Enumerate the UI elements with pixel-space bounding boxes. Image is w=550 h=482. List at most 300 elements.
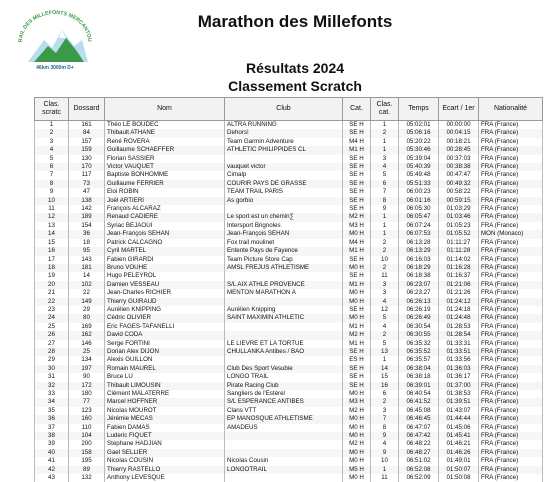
col-club-cell: Entente Pays de Fayence	[225, 247, 343, 255]
col-club-cell: Aurélien Knipping	[225, 306, 343, 314]
logo-subtext: 46km 3000m D+	[36, 65, 74, 71]
results-table	[34, 97, 543, 482]
col-bib-cell: 181	[69, 264, 105, 272]
table-row	[35, 382, 543, 390]
col-time-cell: 05:40:39	[399, 163, 439, 171]
col-gap-cell: 00:00:00	[439, 121, 479, 130]
col-nationality-cell: FRA (France)	[479, 163, 543, 171]
col-rank-cell: 35	[35, 407, 69, 415]
col-time-cell: 06:26:13	[399, 298, 439, 306]
col-rank-cell: 34	[35, 398, 69, 406]
col-category-rank-cell: 8	[371, 197, 399, 205]
col-nationality-cell: FRA (France)	[479, 398, 543, 406]
col-rank-cell: 37	[35, 424, 69, 432]
col-time-cell: 06:00:23	[399, 188, 439, 196]
col-bib-cell: 77	[69, 398, 105, 406]
col-rank-cell: 36	[35, 415, 69, 423]
col-name-cell: Thierry RASTELLO	[105, 466, 225, 474]
col-nationality-cell: FRA (France)	[479, 331, 543, 339]
col-category-rank-cell: 1	[371, 466, 399, 474]
col-bib-cell: 14	[69, 272, 105, 280]
col-club-cell: Nicolas Cousin	[225, 457, 343, 465]
col-category-rank-cell: 2	[371, 239, 399, 247]
page-title: Marathon des Millefonts	[197, 12, 393, 31]
col-nationality-cell: FRA (France)	[479, 390, 543, 398]
col-category-cell: M2 H	[343, 440, 371, 448]
col-rank-cell: 15	[35, 239, 69, 247]
col-gap-cell: 01:36:17	[439, 373, 479, 381]
col-category-rank-cell: 4	[371, 323, 399, 331]
col-club-cell: CHULLANKA Antibes / BAO	[225, 348, 343, 356]
col-category-cell: SE H	[343, 121, 371, 130]
col-club-cell: LE LIEVRE ET LA TORTUE	[225, 340, 343, 348]
col-bib-cell: 102	[69, 281, 105, 289]
col-club-cell: ATHLETIC PHILIPPIDES CL	[225, 146, 343, 154]
col-nationality-cell: FRA (France)	[479, 356, 543, 364]
col-name-cell: Renaud CADIERE	[105, 213, 225, 221]
col-name-cell: Joël ARTIERI	[105, 197, 225, 205]
col-name-cell: Damien VESSEAU	[105, 281, 225, 289]
col-club-cell: Sangliers de l'Estérel	[225, 390, 343, 398]
table-row	[35, 466, 543, 474]
col-club-cell	[225, 449, 343, 457]
col-category-cell: M0 H	[343, 432, 371, 440]
col-category-cell: M2 H	[343, 213, 371, 221]
table-row	[35, 398, 543, 406]
col-club-cell: Dehors!	[225, 129, 343, 137]
col-category-cell: SE H	[343, 348, 371, 356]
col-rank-cell: 25	[35, 323, 69, 331]
col-name-cell: Thibault LIMOUSIN	[105, 382, 225, 390]
col-time-cell: 06:05:30	[399, 205, 439, 213]
col-category-rank-cell: 16	[371, 382, 399, 390]
col-bib-cell: 132	[69, 474, 105, 482]
col-category-rank-cell: 2	[371, 264, 399, 272]
col-club-cell	[225, 432, 343, 440]
col-time-cell: 06:16:03	[399, 256, 439, 264]
col-category-cell: M0 H	[343, 457, 371, 465]
col-time-header: Temps	[399, 98, 439, 121]
col-rank-cell: 9	[35, 188, 69, 196]
col-gap-cell: 00:04:15	[439, 129, 479, 137]
col-rank-cell: 20	[35, 281, 69, 289]
col-name-cell: Cyril MARTEL	[105, 247, 225, 255]
col-bib-cell: 157	[69, 138, 105, 146]
col-club-cell	[225, 298, 343, 306]
col-time-cell: 06:40:54	[399, 390, 439, 398]
col-category-rank-cell: 1	[371, 356, 399, 364]
col-nationality-cell: FRA (France)	[479, 256, 543, 264]
col-club-cell	[225, 474, 343, 482]
col-bib-cell: 22	[69, 289, 105, 297]
table-row	[35, 129, 543, 137]
col-gap-cell: 01:45:41	[439, 432, 479, 440]
table-row	[35, 348, 543, 356]
col-club-cell: Team Picture Store Cap	[225, 256, 343, 264]
col-name-cell: Cédric OLIVIER	[105, 314, 225, 322]
col-time-cell: 06:01:16	[399, 197, 439, 205]
col-category-cell: M5 H	[343, 466, 371, 474]
table-row	[35, 272, 543, 280]
col-bib-cell: 169	[69, 323, 105, 331]
table-row	[35, 432, 543, 440]
col-rank-cell: 19	[35, 272, 69, 280]
table-row	[35, 314, 543, 322]
col-club-header: Club	[225, 98, 343, 121]
col-gap-cell: 01:11:28	[439, 247, 479, 255]
col-rank-cell: 26	[35, 331, 69, 339]
table-row	[35, 457, 543, 465]
col-rank-cell: 6	[35, 163, 69, 171]
table-row	[35, 340, 543, 348]
col-bib-cell: 104	[69, 432, 105, 440]
col-nationality-cell: FRA (France)	[479, 323, 543, 331]
col-category-cell: M0 H	[343, 314, 371, 322]
col-category-cell: SE H	[343, 163, 371, 171]
col-time-cell: 06:26:19	[399, 306, 439, 314]
col-time-cell: 06:52:08	[399, 466, 439, 474]
col-rank-header: Clas. scratc	[35, 98, 69, 121]
col-name-cell: Victor VAUQUET	[105, 163, 225, 171]
col-time-cell: 06:05:47	[399, 213, 439, 221]
col-gap-cell: 01:21:06	[439, 281, 479, 289]
col-nationality-cell: FRA (France)	[479, 188, 543, 196]
col-gap-cell: 00:38:38	[439, 163, 479, 171]
col-nationality-cell: FRA (France)	[479, 281, 543, 289]
col-bib-cell: 84	[69, 129, 105, 137]
col-nationality-cell: FRA (France)	[479, 348, 543, 356]
col-category-cell: M0 H	[343, 264, 371, 272]
col-category-cell: SE H	[343, 171, 371, 179]
col-time-cell: 06:26:49	[399, 314, 439, 322]
col-bib-cell: 200	[69, 440, 105, 448]
col-rank-cell: 2	[35, 129, 69, 137]
table-row	[35, 264, 543, 272]
col-time-cell: 06:52:09	[399, 474, 439, 482]
table-row	[35, 146, 543, 154]
col-nationality-cell: FRA (France)	[479, 340, 543, 348]
col-time-cell: 06:47:42	[399, 432, 439, 440]
col-bib-cell: 161	[69, 121, 105, 130]
col-gap-cell: 00:37:03	[439, 155, 479, 163]
col-gap-cell: 01:39:51	[439, 398, 479, 406]
col-club-cell	[225, 155, 343, 163]
col-bib-cell: 160	[69, 415, 105, 423]
col-category-rank-cell: 9	[371, 205, 399, 213]
col-category-rank-cell: 11	[371, 272, 399, 280]
col-category-cell: M1 H	[343, 323, 371, 331]
col-club-cell	[225, 323, 343, 331]
col-category-cell: M0 H	[343, 390, 371, 398]
col-category-rank-cell: 4	[371, 298, 399, 306]
col-name-cell: Fabien GIRARDI	[105, 256, 225, 264]
col-category-rank-cell: 14	[371, 365, 399, 373]
col-rank-cell: 42	[35, 466, 69, 474]
col-category-rank-cell: 11	[371, 474, 399, 482]
col-category-cell: SE H	[343, 256, 371, 264]
col-category-rank-cell: 9	[371, 449, 399, 457]
col-club-cell: Team Garmin Adventure	[225, 138, 343, 146]
col-gap-cell: 01:14:02	[439, 256, 479, 264]
col-time-cell: 05:06:16	[399, 129, 439, 137]
col-gap-cell: 01:16:28	[439, 264, 479, 272]
table-row	[35, 365, 543, 373]
col-gap-cell: 01:46:26	[439, 449, 479, 457]
results-table-body	[35, 121, 543, 482]
col-category-cell: M0 H	[343, 230, 371, 238]
col-rank-cell: 32	[35, 382, 69, 390]
col-name-cell: Nicolas COUSIN	[105, 457, 225, 465]
col-bib-cell: 95	[69, 247, 105, 255]
table-row	[35, 424, 543, 432]
col-name-cell: Hugo PELEYROL	[105, 272, 225, 280]
col-time-cell: 06:48:22	[399, 440, 439, 448]
col-category-rank-cell: 1	[371, 121, 399, 130]
col-name-cell: Alexis GUILLON	[105, 356, 225, 364]
col-time-cell: 06:39:01	[399, 382, 439, 390]
col-category-rank-cell: 3	[371, 407, 399, 415]
table-row	[35, 331, 543, 339]
col-gap-cell: 01:49:01	[439, 457, 479, 465]
col-bib-cell: 110	[69, 424, 105, 432]
col-name-cell: Thibault ATHANE	[105, 129, 225, 137]
col-category-rank-cell: 5	[371, 340, 399, 348]
col-name-cell: Jean-Charles RICHIER	[105, 289, 225, 297]
col-category-cell: M0 H	[343, 298, 371, 306]
table-row	[35, 373, 543, 381]
col-name-cell: René ROVERA	[105, 138, 225, 146]
col-name-cell: Patrick CALCAGNO	[105, 239, 225, 247]
col-time-cell: 05:20:22	[399, 138, 439, 146]
col-nationality-cell: FRA (France)	[479, 272, 543, 280]
col-time-cell: 06:30:54	[399, 323, 439, 331]
col-gap-cell: 01:33:31	[439, 340, 479, 348]
col-bib-cell: 162	[69, 331, 105, 339]
col-club-cell: ALTRA RUNNING	[225, 121, 343, 130]
col-time-cell: 06:48:27	[399, 449, 439, 457]
col-bib-cell: 154	[69, 222, 105, 230]
col-nationality-cell: FRA (France)	[479, 457, 543, 465]
col-rank-cell: 14	[35, 230, 69, 238]
col-name-cell: Gael SELLIER	[105, 449, 225, 457]
col-time-cell: 05:02:01	[399, 121, 439, 130]
col-category-cell: M0 H	[343, 415, 371, 423]
table-row	[35, 155, 543, 163]
col-time-cell: 05:39:04	[399, 155, 439, 163]
col-gap-cell: 00:58:22	[439, 188, 479, 196]
col-category-rank-cell: 1	[371, 213, 399, 221]
col-category-rank-cell: 1	[371, 146, 399, 154]
col-nationality-cell: FRA (France)	[479, 213, 543, 221]
col-club-cell	[225, 331, 343, 339]
col-category-rank-cell: 6	[371, 390, 399, 398]
col-category-rank-cell: 3	[371, 155, 399, 163]
col-rank-cell: 24	[35, 314, 69, 322]
col-nationality-cell: FRA (France)	[479, 306, 543, 314]
col-nationality-cell: FRA (France)	[479, 138, 543, 146]
col-name-cell: Dorian Alex DIJON	[105, 348, 225, 356]
col-category-rank-cell: 1	[371, 138, 399, 146]
col-category-cell: M0 H	[343, 474, 371, 482]
col-name-cell: Bruno VOUHE	[105, 264, 225, 272]
col-category-rank-cell: 7	[371, 188, 399, 196]
col-club-cell: Le sport est un chemin∑	[225, 213, 343, 221]
col-bib-cell: 158	[69, 449, 105, 457]
col-nationality-cell: FRA (France)	[479, 415, 543, 423]
col-bib-cell: 29	[69, 306, 105, 314]
col-club-cell: MENTON MARATHON A	[225, 289, 343, 297]
col-category-cell: M4 H	[343, 138, 371, 146]
col-category-rank-cell: 5	[371, 171, 399, 179]
col-category-cell: SE H	[343, 272, 371, 280]
col-rank-cell: 29	[35, 356, 69, 364]
col-gap-cell: 01:50:07	[439, 466, 479, 474]
col-bib-cell: 36	[69, 230, 105, 238]
col-bib-cell: 170	[69, 163, 105, 171]
col-nationality-cell: FRA (France)	[479, 146, 543, 154]
logo-arc-text: RAIL DES MILLEFONTS MERCANTOU	[17, 9, 93, 43]
col-club-cell: AMSL FREJUS ATHLETISME	[225, 264, 343, 272]
col-category-rank-cell: 2	[371, 331, 399, 339]
col-category-cell: SE H	[343, 306, 371, 314]
col-rank-cell: 10	[35, 197, 69, 205]
col-club-cell: Intersport Brignoles	[225, 222, 343, 230]
col-rank-cell: 3	[35, 138, 69, 146]
col-category-cell: SE H	[343, 129, 371, 137]
col-rank-cell: 22	[35, 298, 69, 306]
col-time-cell: 06:07:24	[399, 222, 439, 230]
col-name-cell: Baptiste BONHOMME	[105, 171, 225, 179]
table-row	[35, 247, 543, 255]
col-name-cell: Anthony LEVESQUE	[105, 474, 225, 482]
col-gap-cell: 01:45:06	[439, 424, 479, 432]
col-gap-cell: 01:05:52	[439, 230, 479, 238]
col-rank-cell: 18	[35, 264, 69, 272]
col-nationality-cell: FRA (France)	[479, 155, 543, 163]
col-name-cell: Clément MALATERRE	[105, 390, 225, 398]
col-bib-header: Dossard	[69, 98, 105, 121]
col-bib-cell: 146	[69, 340, 105, 348]
col-club-cell	[225, 205, 343, 213]
col-nationality-cell: FRA (France)	[479, 239, 543, 247]
col-category-header: Cat.	[343, 98, 371, 121]
col-category-rank-cell: 6	[371, 180, 399, 188]
col-rank-cell: 11	[35, 205, 69, 213]
col-bib-cell: 134	[69, 356, 105, 364]
col-bib-cell: 123	[69, 407, 105, 415]
table-row	[35, 415, 543, 423]
col-category-rank-cell: 12	[371, 306, 399, 314]
col-rank-cell: 27	[35, 340, 69, 348]
col-bib-cell: 47	[69, 188, 105, 196]
col-time-cell: 06:35:57	[399, 356, 439, 364]
col-time-cell: 06:38:18	[399, 373, 439, 381]
col-nationality-cell: FRA (France)	[479, 298, 543, 306]
col-category-cell: SE H	[343, 180, 371, 188]
col-category-rank-cell: 5	[371, 314, 399, 322]
table-header-row	[35, 98, 543, 121]
col-club-cell: TEAM TRAIL PARIS	[225, 188, 343, 196]
col-category-cell: M4 H	[343, 239, 371, 247]
col-gap-cell: 01:24:18	[439, 306, 479, 314]
col-category-cell: M3 H	[343, 222, 371, 230]
col-category-cell: SE H	[343, 188, 371, 196]
col-gap-cell: 01:36:03	[439, 365, 479, 373]
col-rank-cell: 7	[35, 171, 69, 179]
col-bib-cell: 89	[69, 466, 105, 474]
col-name-cell: Jérémie MECAS	[105, 415, 225, 423]
col-nationality-cell: FRA (France)	[479, 121, 543, 130]
table-row	[35, 239, 543, 247]
col-gap-cell: 01:43:07	[439, 407, 479, 415]
col-name-cell: Guillaume SCHAEFFER	[105, 146, 225, 154]
col-gap-cell: 00:28:45	[439, 146, 479, 154]
col-gap-cell: 01:28:53	[439, 323, 479, 331]
col-time-cell: 06:45:08	[399, 407, 439, 415]
col-name-cell: Stephane HADJIAN	[105, 440, 225, 448]
col-category-rank-header: Clas. cat.	[371, 98, 399, 121]
col-nationality-cell: FRA (France)	[479, 197, 543, 205]
col-category-cell: SE H	[343, 365, 371, 373]
col-club-cell: SAINT MAXIMIN ATHLETIC	[225, 314, 343, 322]
col-category-cell: M1 H	[343, 146, 371, 154]
col-gap-cell: 01:33:56	[439, 356, 479, 364]
col-nationality-cell: FRA (France)	[479, 365, 543, 373]
col-club-cell: COURIR PAYS DE GRASSE	[225, 180, 343, 188]
col-category-rank-cell: 2	[371, 247, 399, 255]
col-category-rank-cell: 4	[371, 163, 399, 171]
col-name-cell: Théo LE BOUDEC	[105, 121, 225, 130]
col-category-cell: M0 H	[343, 449, 371, 457]
col-category-cell: SE H	[343, 205, 371, 213]
col-rank-cell: 33	[35, 390, 69, 398]
col-category-rank-cell: 4	[371, 440, 399, 448]
col-rank-cell: 40	[35, 449, 69, 457]
col-rank-cell: 5	[35, 155, 69, 163]
col-nationality-cell: FRA (France)	[479, 407, 543, 415]
col-category-cell: SE H	[343, 155, 371, 163]
col-name-cell: Luderic FIQUET	[105, 432, 225, 440]
col-club-cell: S/L ESPERANCE ANTIBES	[225, 398, 343, 406]
col-category-rank-cell: 13	[371, 348, 399, 356]
table-row	[35, 449, 543, 457]
table-row	[35, 289, 543, 297]
col-time-cell: 06:23:27	[399, 289, 439, 297]
col-category-rank-cell: 1	[371, 222, 399, 230]
col-name-cell: Eloi ROBIN	[105, 188, 225, 196]
table-row	[35, 474, 543, 482]
table-row	[35, 407, 543, 415]
col-rank-cell: 39	[35, 440, 69, 448]
table-row	[35, 180, 543, 188]
col-bib-cell: 90	[69, 373, 105, 381]
table-row	[35, 188, 543, 196]
col-category-cell: M3 H	[343, 398, 371, 406]
col-category-rank-cell: 7	[371, 415, 399, 423]
col-gap-cell: 01:33:51	[439, 348, 479, 356]
col-category-cell: M1 H	[343, 247, 371, 255]
col-nationality-cell: FRA (France)	[479, 466, 543, 474]
col-nationality-header: Nationalité	[479, 98, 543, 121]
col-category-rank-cell: 10	[371, 256, 399, 264]
col-rank-cell: 13	[35, 222, 69, 230]
col-name-cell: David CODA	[105, 331, 225, 339]
col-club-cell: Pirate Racing Club	[225, 382, 343, 390]
col-time-cell: 06:47:07	[399, 424, 439, 432]
col-nationality-cell: FRA (France)	[479, 440, 543, 448]
col-time-cell: 06:41:52	[399, 398, 439, 406]
col-nationality-cell: FRA (France)	[479, 264, 543, 272]
